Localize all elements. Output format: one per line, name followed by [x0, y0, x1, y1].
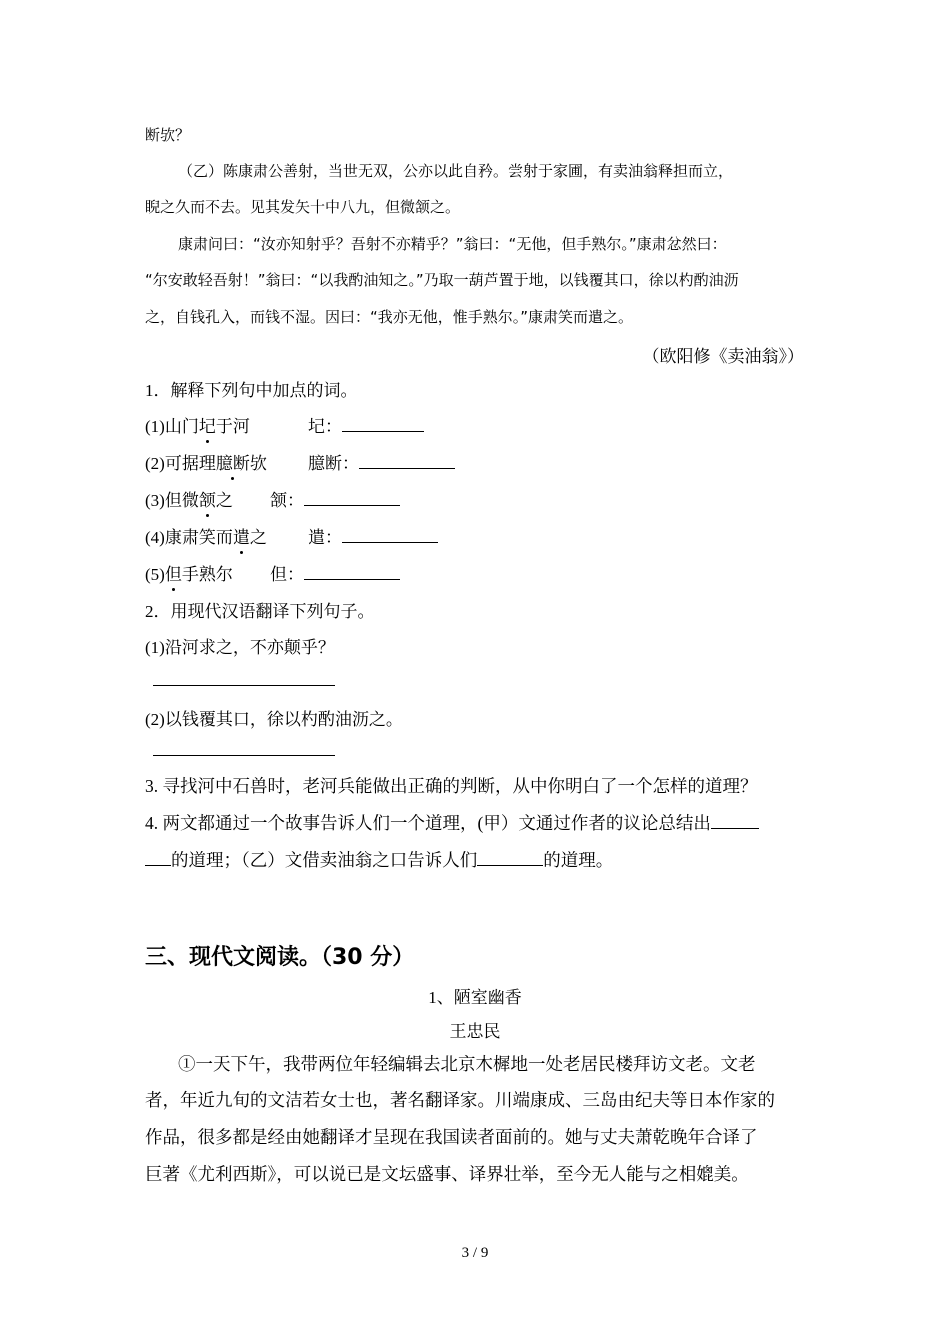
answer-line[interactable]: [153, 755, 335, 756]
section-heading: 三、现代文阅读。（30 分）: [145, 945, 415, 970]
answer-blank[interactable]: [342, 528, 438, 543]
answer-blank[interactable]: [145, 851, 171, 866]
q1-answer-2: 臆断：: [308, 449, 455, 474]
article-author: 王忠民: [449, 1022, 501, 1041]
answer-blank[interactable]: [711, 814, 759, 829]
passage-source: （欧阳修《卖油翁》）: [642, 347, 804, 366]
passage-line: 之，自钱孔入，而钱不湿。因曰：“我亦无他，惟手熟尔。”康肃笑而遣之。: [145, 308, 634, 326]
passage-line: （乙）陈康肃公善射，当世无双，公亦以此自矜。尝射于家圃，有卖油翁释担而立，: [178, 162, 734, 180]
q1-item-2: (2)可据理臆断欤: [145, 449, 267, 474]
answer-blank[interactable]: [342, 417, 424, 432]
article-paragraph-line: 者，年近九旬的文洁若女士也，著名翻译家。川端康成、三岛由纪夫等日本作家的: [145, 1090, 775, 1110]
answer-blank[interactable]: [304, 565, 400, 580]
q1-answer-3: 颔：: [270, 486, 400, 511]
passage-line: 睨之久而不去。见其发矢十中八九，但微颔之。: [145, 198, 461, 216]
q1-item-5: (5)但手熟尔: [145, 560, 233, 585]
answer-blank[interactable]: [359, 454, 455, 469]
passage-line: 断欤？: [145, 126, 191, 144]
dotted-word: 遣: [233, 523, 250, 548]
answer-blank[interactable]: [304, 491, 400, 506]
article-paragraph-line: 作品，很多都是经由她翻译才呈现在我国读者面前的。她与丈夫萧乾晚年合译了: [145, 1127, 758, 1147]
q1-answer-5: 但：: [270, 560, 400, 585]
article-paragraph-line: ①一天下午，我带两位年轻编辑去北京木樨地一处老居民楼拜访文老。文老: [178, 1054, 756, 1074]
passage-line: “尔安敢轻吾射！”翁曰：“以我酌油知之。”乃取一葫芦置于地，以钱覆其口，徐以杓酌油沥: [145, 271, 739, 289]
question-3: 3. 寻找河中石兽时，老河兵能做出正确的判断，从中你明白了一个怎样的道理？: [145, 776, 758, 796]
q1-answer-4: 遣：: [308, 523, 438, 548]
answer-blank[interactable]: [477, 851, 543, 866]
dotted-word: 臆断: [216, 449, 250, 474]
q1-answer-1: 圮：: [308, 412, 424, 437]
answer-line[interactable]: [153, 685, 335, 686]
question-1-stem: 1．解释下列句中加点的词。: [145, 381, 358, 400]
q1-item-4: (4)康肃笑而遣之: [145, 523, 267, 548]
question-4-line1: 4. 两文都通过一个故事告诉人们一个道理，(甲）文通过作者的议论总结出: [145, 810, 759, 835]
q2-sentence-1: (1)沿河求之，不亦颠乎？: [145, 638, 335, 657]
question-4-line2: 的道理；（乙）文借卖油翁之口告诉人们 的道理。: [145, 847, 613, 872]
passage-line: 康肃问曰：“汝亦知射乎？吾射不亦精乎？”翁曰：“无他，但手熟尔。”康肃忿然曰：: [178, 235, 727, 253]
q1-item-3: (3)但微颔之: [145, 486, 233, 511]
article-paragraph-line: 巨著《尤利西斯》，可以说已是文坛盛事、译界壮举，至今无人能与之相媲美。: [145, 1164, 749, 1184]
dotted-word: 但: [165, 560, 182, 585]
question-2-stem: 2．用现代汉语翻译下列句子。: [145, 602, 375, 621]
dotted-word: 颔: [199, 486, 216, 511]
q1-item-1: (1)山门圮于河: [145, 412, 250, 437]
q2-sentence-2: (2)以钱覆其口，徐以杓酌油沥之。: [145, 710, 403, 729]
article-title: 1、陋室幽香: [428, 988, 522, 1007]
dotted-word: 圮: [199, 412, 216, 437]
page-number: 3 / 9: [461, 1245, 489, 1261]
